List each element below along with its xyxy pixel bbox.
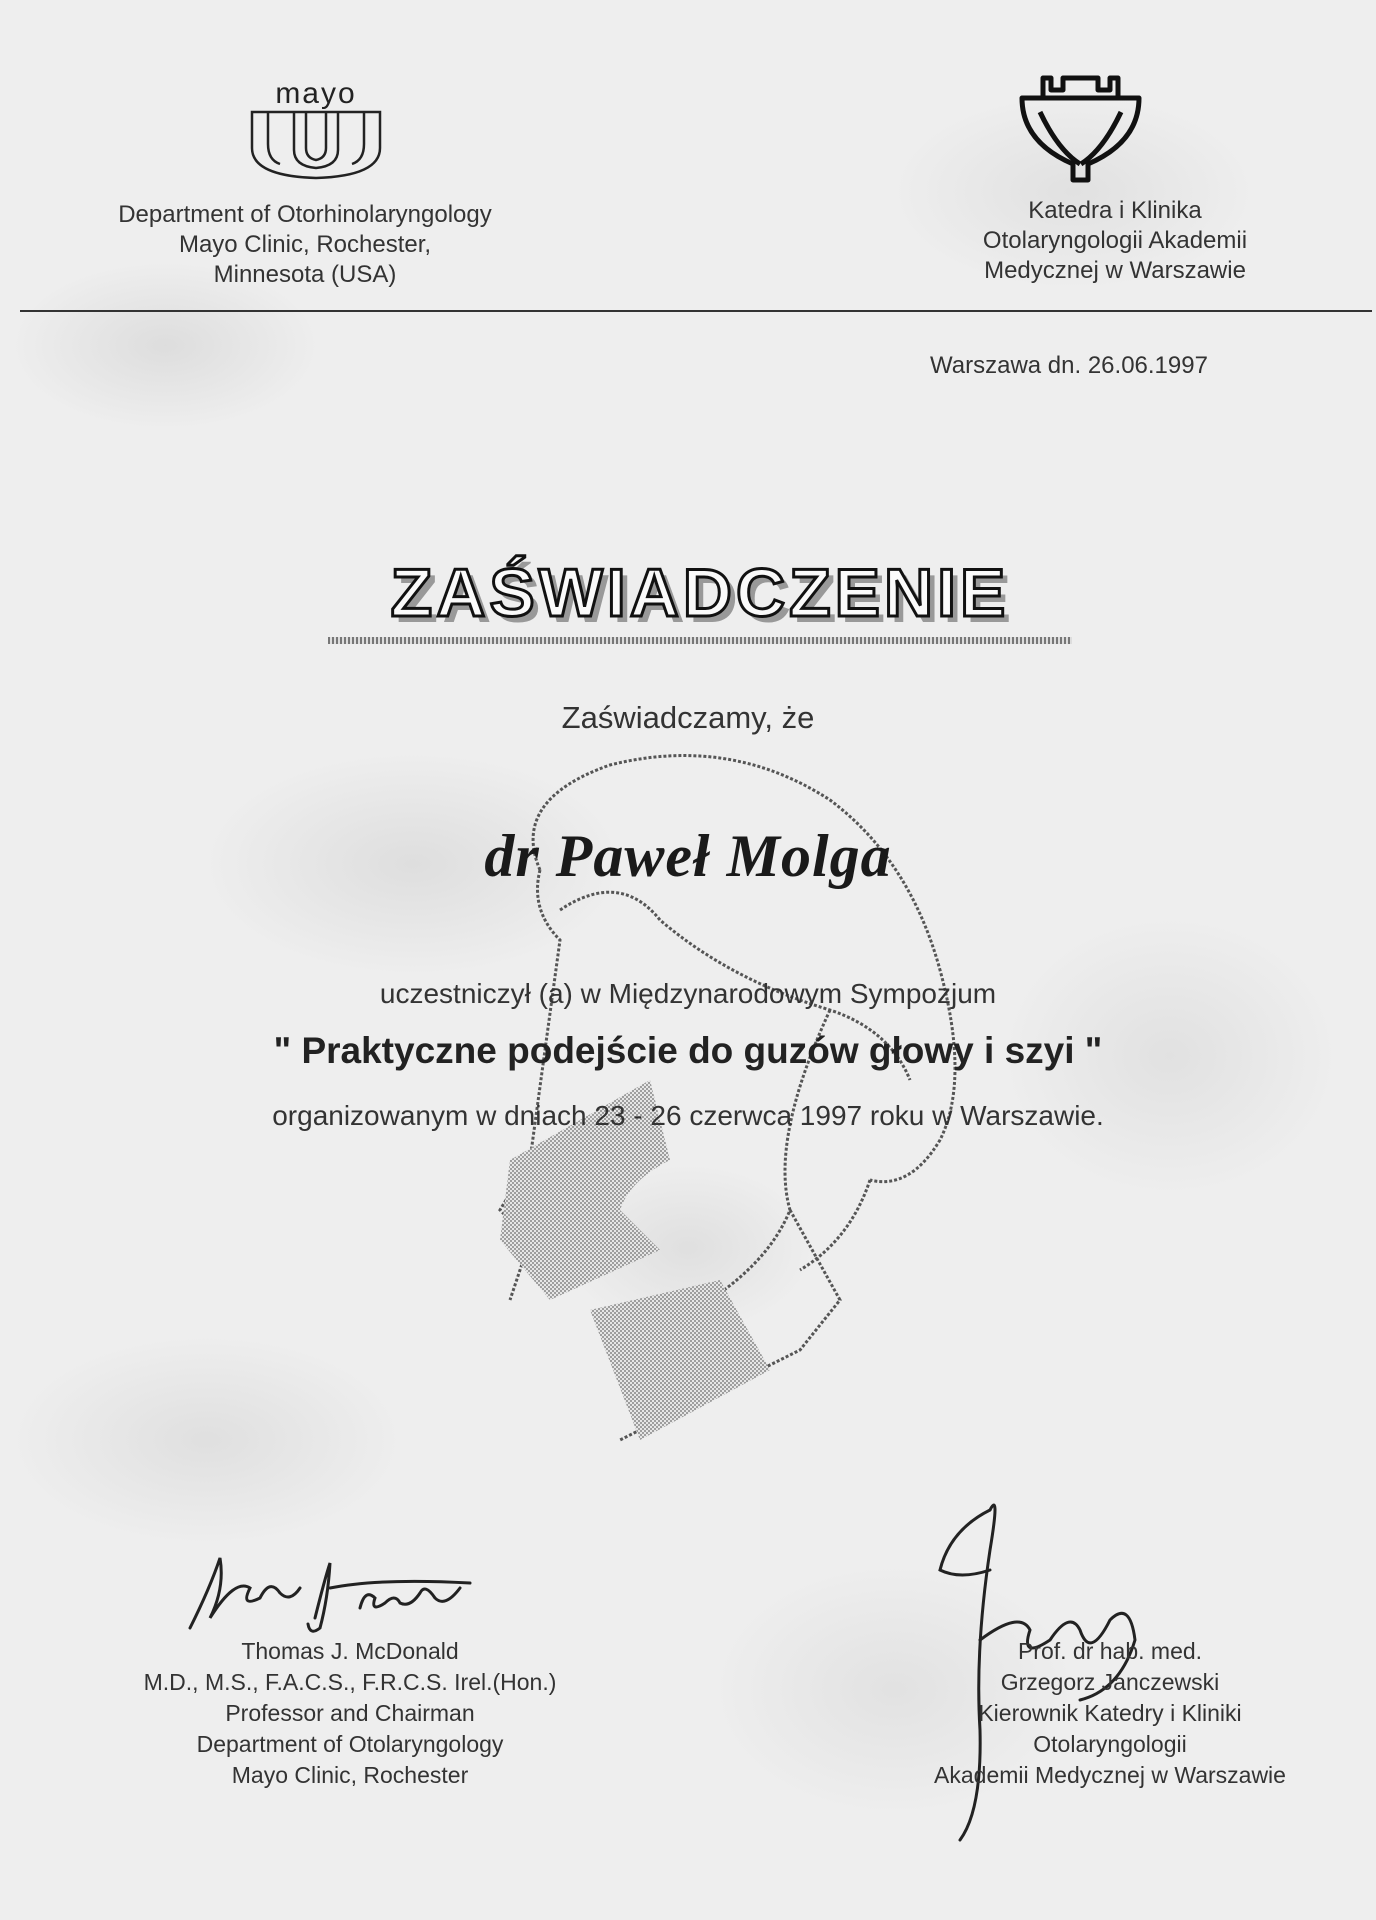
left-signatory-line: Department of Otolaryngology bbox=[196, 1731, 504, 1757]
symposium-details: organizowanym w dniach 23 - 26 czerwca 1997 roku w Warszawie. bbox=[272, 1100, 1104, 1131]
warsaw-institution-line: Otolaryngologii Akademii bbox=[982, 227, 1248, 254]
certificate-title: ZAŚWIADCZENIE bbox=[390, 555, 1010, 631]
right-signatory-line: Akademii Medycznej w Warszawie bbox=[934, 1762, 1286, 1788]
header-divider bbox=[20, 310, 1372, 312]
symposium-title: " Praktyczne podejście do guzów głowy i szyi " bbox=[273, 1030, 1103, 1071]
right-signatory-line: Otolaryngologii bbox=[1033, 1731, 1187, 1757]
certificate-title-block bbox=[320, 555, 1080, 644]
recipient-name: dr Paweł Molga bbox=[484, 823, 892, 889]
right-signatory bbox=[860, 1636, 1360, 1791]
warsaw-institution-line: Katedra i Klinika bbox=[1028, 197, 1202, 224]
right-signatory-line: Grzegorz Janczewski bbox=[1000, 1669, 1220, 1695]
academy-flower-icon bbox=[1018, 72, 1143, 187]
left-signatory-line: M.D., M.S., F.A.C.S., F.R.C.S. Irel.(Hon.) bbox=[143, 1669, 557, 1695]
intro-text: Zaświadczamy, że bbox=[561, 700, 815, 735]
mayo-institution-line: Minnesota (USA) bbox=[213, 261, 397, 288]
title-underline bbox=[328, 637, 1072, 644]
mayo-logo bbox=[246, 77, 386, 180]
participation-text: uczestniczył (a) w Międzynarodowym Sympozjum bbox=[379, 978, 997, 1009]
left-signatory bbox=[100, 1636, 600, 1791]
issue-date: Warszawa dn. 26.06.1997 bbox=[930, 352, 1208, 379]
mayo-logo-word: mayo bbox=[275, 77, 357, 110]
mayo-institution-line: Mayo Clinic, Rochester, bbox=[178, 231, 432, 258]
left-signatory-line: Thomas J. McDonald bbox=[241, 1638, 459, 1664]
mayo-shield-icon bbox=[246, 108, 386, 180]
warsaw-institution-line: Medycznej w Warszawie bbox=[984, 257, 1246, 284]
right-signatory-line: Prof. dr hab. med. bbox=[1017, 1638, 1203, 1664]
left-signature bbox=[180, 1548, 480, 1638]
left-signatory-line: Professor and Chairman bbox=[225, 1700, 475, 1726]
right-signatory-line: Kierownik Katedry i Kliniki bbox=[978, 1700, 1242, 1726]
warsaw-institution bbox=[905, 196, 1325, 286]
left-signatory-line: Mayo Clinic, Rochester bbox=[231, 1762, 469, 1788]
mayo-institution bbox=[90, 200, 520, 290]
mayo-institution-line: Department of Otorhinolaryngology bbox=[118, 201, 492, 228]
